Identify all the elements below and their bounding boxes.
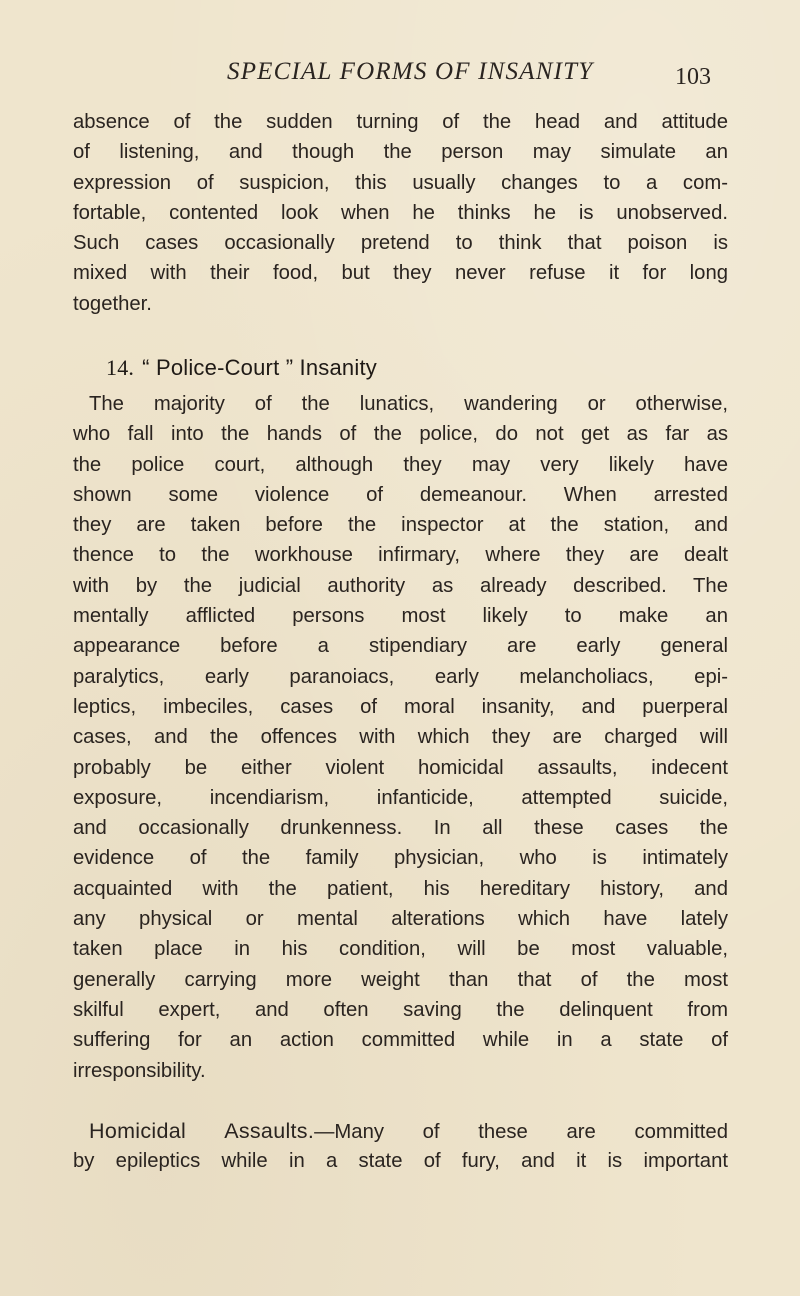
text-line: evidence of the family physician, who is intimately: [73, 847, 728, 870]
text-line: fortable, contented look when he thinks he is unobserved.: [73, 201, 728, 224]
run-in-heading: Homicidal Assaults.: [89, 1119, 315, 1143]
text-line: they are taken before the inspector at the station, and: [73, 514, 728, 537]
text-line: mixed with their food, but they never refuse it for long: [73, 262, 728, 285]
page-number: 103: [675, 64, 711, 90]
text-line: probably be either violent homicidal assaults, indecent: [73, 756, 728, 779]
text-line: absence of the sudden turning of the head and attitude: [73, 111, 728, 133]
text-line: shown some violence of demeanour. When arrested: [73, 483, 728, 506]
text-line: with by the judicial authority as already described. The: [73, 574, 728, 597]
text-line: exposure, incendiarism, infanticide, attempted suicide,: [73, 786, 728, 809]
text-line: who fall into the hands of the police, do not get as far as: [73, 423, 728, 446]
text-line: irresponsibility.: [73, 1059, 206, 1082]
section-heading: [106, 355, 377, 381]
text-line: mentally afflicted persons most likely to make an: [73, 605, 728, 628]
running-title: SPECIAL FORMS OF INSANITY: [227, 58, 594, 85]
text-line: acquainted with the patient, his hereditary history, and: [73, 877, 728, 900]
text-line: generally carrying more weight than that of the most: [73, 968, 728, 991]
text-line: by epileptics while in a state of fury, and it is important: [73, 1150, 728, 1173]
text-line: paralytics, early paranoiacs, early melancholiacs, epi-: [73, 665, 728, 688]
text-line: Such cases occasionally pretend to think that poison is: [73, 232, 728, 255]
text-line: cases, and the offences with which they are charged will: [73, 726, 728, 749]
text-line: of listening, and though the person may simulate an: [73, 141, 728, 164]
text-line: taken place in his condition, will be most valuable,: [73, 938, 728, 961]
text-line: together.: [73, 292, 152, 315]
text-line: expression of suspicion, this usually changes to a com-: [73, 171, 728, 194]
text-line: leptics, imbeciles, cases of moral insanity, and puerperal: [73, 695, 728, 718]
text-line: suffering for an action committed while in a state of: [73, 1029, 728, 1052]
run-in-text: —Many of these are committed: [314, 1121, 728, 1143]
paragraph-police-court: [73, 389, 728, 1086]
text-line: appearance before a stipendiary are early general: [73, 635, 728, 658]
text-line: and occasionally drunkenness. In all these cases the: [73, 817, 728, 840]
section-number: 14.: [106, 355, 135, 380]
text-line: [73, 1116, 728, 1146]
text-line: any physical or mental alterations which have lately: [73, 908, 728, 931]
paragraph-homicidal-assaults: [73, 1116, 728, 1177]
text-line: the police court, although they may very likely have: [73, 453, 728, 476]
text-line: skilful expert, and often saving the delinquent from: [73, 998, 728, 1021]
paragraph-continued: [73, 107, 728, 319]
text-line: The majority of the lunatics, wandering or otherwise,: [89, 393, 728, 415]
running-head: [0, 58, 800, 88]
section-title: “ Police-Court ” Insanity: [142, 355, 377, 380]
text-line: thence to the workhouse infirmary, where they are dealt: [73, 544, 728, 567]
